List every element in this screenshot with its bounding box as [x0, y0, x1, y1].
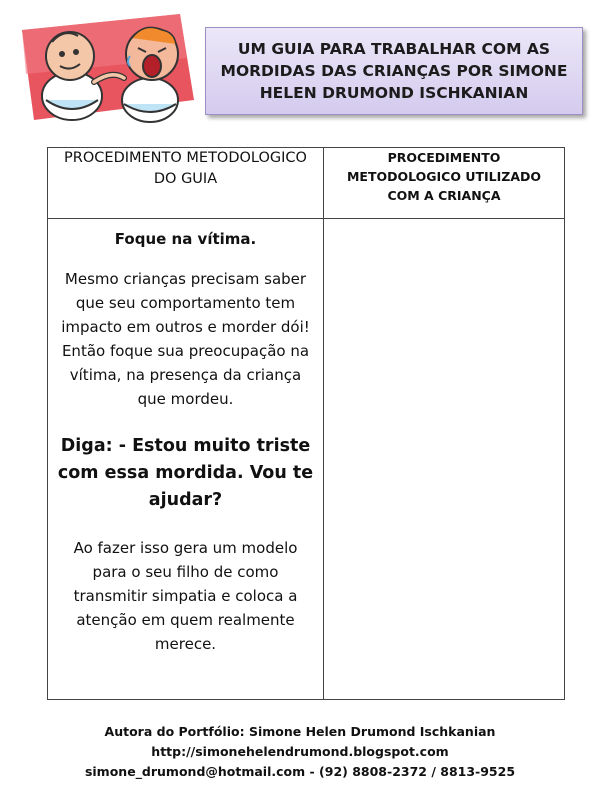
table-row — [48, 219, 565, 700]
guide-procedure-cell — [48, 219, 324, 700]
title-banner — [205, 27, 583, 115]
procedure-table — [47, 147, 565, 700]
focus-heading: Foque na vítima. — [114, 230, 257, 248]
column-header-guide: PROCEDIMENTO METODOLOGICO DO GUIA — [48, 148, 324, 219]
footer-blog-link[interactable]: http://simonehelendrumond.blogspot.com — [151, 744, 449, 759]
page-title: UM GUIA PARA TRABALHAR COM AS MORDIDAS DAS CRIANÇAS POR SIMONE HELEN DRUMOND ISCHKANIAN — [220, 40, 568, 102]
guide-paragraph-2: Ao fazer isso gera um modelo para o seu filho de como transmitir simpatia e coloca a atenção em quem realmente merece. — [73, 539, 298, 653]
child-procedure-cell — [324, 219, 565, 700]
guide-paragraph-1: Mesmo crianças precisam saber que seu comportamento tem impacto em outros e morder dói! Então foque sua preocupação na vítima, na presença da criança que mordeu. — [61, 270, 310, 408]
column-header-child: PROCEDIMENTO METODOLOGICO UTILIZADO COM A CRIANÇA — [324, 148, 565, 219]
table-header-row — [48, 148, 565, 219]
biting-children-illustration — [12, 8, 202, 133]
footer — [0, 722, 600, 782]
footer-author: Autora do Portfólio: Simone Helen Drumond Ischkanian — [104, 724, 496, 739]
footer-contact: simone_drumond@hotmail.com - (92) 8808-2372 / 8813-9525 — [84, 764, 516, 779]
say-quote: Diga: - Estou muito triste com essa mordida. Vou te ajudar? — [57, 436, 314, 510]
